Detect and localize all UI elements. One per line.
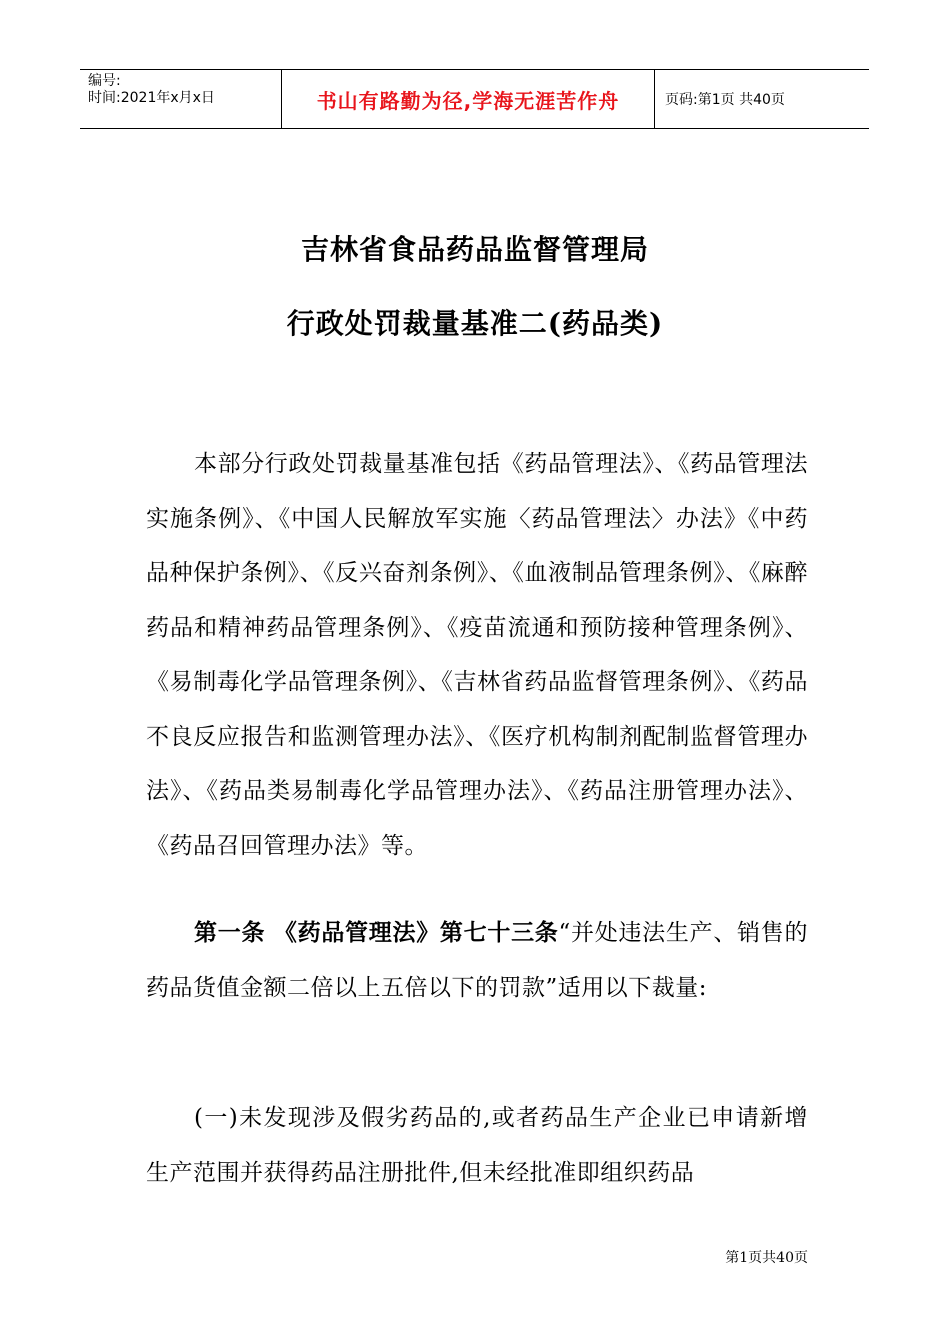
document-title-line2: 行政处罚裁量基准二(药品类) <box>286 307 664 340</box>
header-meta <box>80 70 282 128</box>
header-page-info: 页码:第1页 共40页 <box>665 92 785 108</box>
document-title-line1: 吉林省食品药品监督管理局 <box>300 233 649 266</box>
intro-paragraph: 本部分行政处罚裁量基准包括《药品管理法》、《药品管理法实施条例》、《中国人民解放军实施〈药品管理法〉办法》《中药品种保护条例》、《反兴奋剂条例》、《血液制品管理条例》、《麻醉药品和精神药品管理条例》、《疫苗流通和预防接种管理条例》、《易制毒化学品管理条例》、《吉林省药品监督管理条例》、《药品不良反应报告和监测管理办法》、《医疗机构制剂配制监督管理办法》、《药品类易制毒化学品管理办法》、《药品注册管理办法》、《药品召回管理办法》等。 <box>146 451 808 859</box>
number-label: 编号: <box>88 73 121 89</box>
header-motto: 书山有路勤为径,学海无涯苦作舟 <box>282 70 655 128</box>
time-label: 时间:2021年x月x日 <box>88 90 215 106</box>
article-1-lead: 第一条 《药品管理法》第七十三条 <box>194 919 559 946</box>
article-1-paragraph <box>146 906 808 1015</box>
article-1-text: “并处违法生产、销售的药品货值金额二倍以上五倍以下的罚款”适用以下裁量: <box>146 920 808 1001</box>
item-1-paragraph: (一)未发现涉及假劣药品的,或者药品生产企业已申请新增生产范围并获得药品注册批件,但未经批准即组织药品 <box>146 1105 808 1186</box>
page-footer: 第1页共40页 <box>725 1250 808 1266</box>
page-header <box>80 69 869 129</box>
